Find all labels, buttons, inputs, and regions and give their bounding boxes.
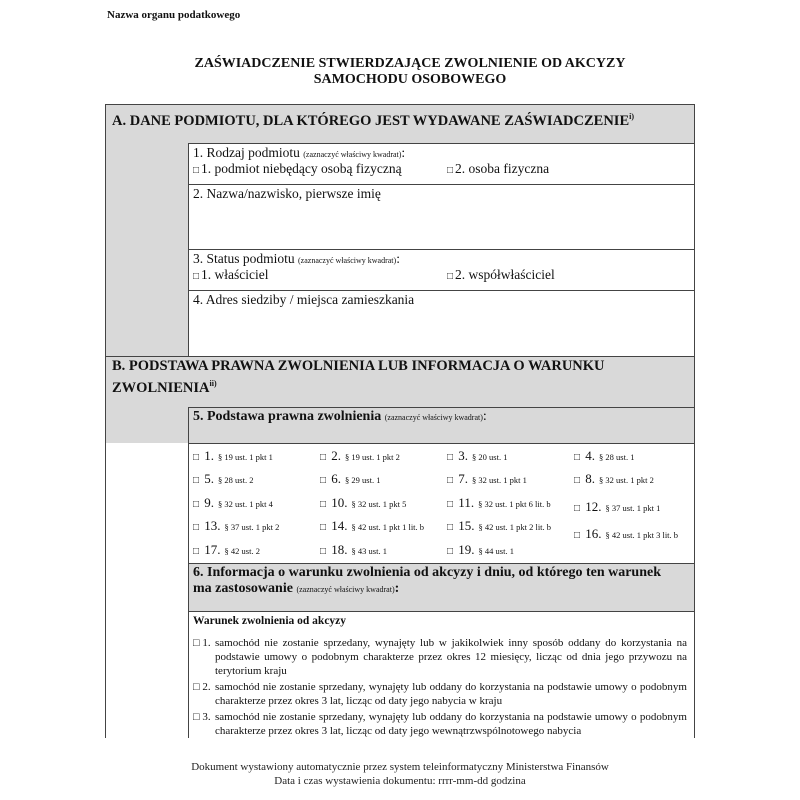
border-field6-top	[188, 563, 695, 564]
legal-basis-option-6[interactable]	[320, 471, 380, 487]
legal-basis-option-10[interactable]	[320, 495, 406, 511]
option-reference: § 44 ust. 1	[478, 546, 514, 556]
border-field4-top	[188, 290, 695, 291]
legal-basis-option-9[interactable]	[193, 495, 273, 511]
legal-basis-option-2[interactable]	[320, 448, 400, 464]
legal-basis-option-8[interactable]	[574, 471, 654, 487]
option-reference: § 42 ust. 1 pkt 2 lit. b	[478, 522, 552, 532]
checkbox-icon[interactable]: □	[447, 452, 454, 463]
checkbox-icon[interactable]: □	[447, 165, 454, 176]
condition-header: Warunek zwolnienia od akcyzy	[193, 615, 347, 627]
condition-item-3[interactable]	[193, 710, 689, 738]
option-number: 16.	[582, 526, 602, 541]
option-reference: § 29 ust. 1	[345, 475, 381, 485]
option-reference: § 28 ust. 1	[599, 452, 635, 462]
checkbox-icon[interactable]: □	[447, 271, 454, 282]
document-title: ZAŚWIADCZENIE STWIERDZAJĄCE ZWOLNIENIE OD AKCYZY SAMOCHODU OSOBOWEGO	[194, 56, 626, 87]
option-number: 3.	[455, 448, 469, 463]
option-number: 8.	[582, 471, 596, 486]
option-number: 11.	[455, 495, 475, 510]
legal-basis-option-14[interactable]	[320, 518, 424, 534]
checkbox-icon[interactable]: □	[447, 475, 454, 486]
legal-basis-option-12[interactable]	[574, 499, 660, 515]
name-input-area[interactable]	[192, 202, 690, 246]
option-number: 17.	[201, 542, 221, 557]
field2-label: 2. Nazwa/nazwisko, pierwsze imię	[193, 186, 381, 201]
option-number: 7.	[455, 471, 469, 486]
condition-item-1[interactable]	[193, 636, 689, 678]
field1-label: 1. Rodzaj podmiotu (zaznaczyć właściwy kwadrat):	[193, 145, 406, 160]
option-owner[interactable]: □ 1. właściciel	[193, 267, 269, 282]
field4-label: 4. Adres siedziby / miejsca zamieszkania	[193, 292, 415, 307]
border-field6-body-top	[188, 611, 695, 612]
border-field1-top	[188, 143, 695, 144]
option-number: 14.	[328, 518, 348, 533]
option-reference: § 28 ust. 2	[218, 475, 254, 485]
option-number: 2.	[328, 448, 342, 463]
option-number: 12.	[582, 499, 602, 514]
condition-checkbox[interactable]: □ 1.	[193, 637, 211, 649]
border-right	[694, 105, 695, 738]
checkbox-icon[interactable]: □	[574, 530, 581, 541]
checkbox-icon[interactable]: □	[193, 475, 200, 486]
legal-basis-option-15[interactable]	[447, 518, 551, 534]
legal-basis-option-17[interactable]	[193, 542, 260, 558]
condition-item-2[interactable]	[193, 680, 689, 708]
option-number: 10.	[328, 495, 348, 510]
legal-basis-option-1[interactable]	[193, 448, 273, 464]
border-top	[105, 104, 695, 105]
option-number: 1.	[201, 448, 215, 463]
field3-label: 3. Status podmiotu (zaznaczyć właściwy kwadrat):	[193, 251, 400, 266]
checkbox-icon[interactable]: □	[320, 546, 327, 557]
condition-checkbox[interactable]: □ 2.	[193, 681, 211, 693]
section-a-title: A. DANE PODMIOTU, DLA KTÓREGO JEST WYDAWANE ZAŚWIADCZENIE$^{i)}$	[112, 112, 635, 129]
option-number: 15.	[455, 518, 475, 533]
border-field3-top	[188, 249, 695, 250]
option-reference: § 32 ust. 1 pkt 2	[599, 475, 654, 485]
legal-basis-option-11[interactable]	[447, 495, 551, 511]
checkbox-icon[interactable]: □	[447, 546, 454, 557]
checkbox-icon[interactable]: □	[574, 503, 581, 514]
option-number: 13.	[201, 518, 221, 533]
checkbox-icon[interactable]: □	[320, 475, 327, 486]
border-section-b-top	[105, 356, 695, 357]
condition-text: samochód nie zostanie sprzedany, wynajęty lub oddany do korzystania na podstawie umowy o podobnym charakterze przez okres 3 lat, licząc od daty jego nabycia w kraju	[215, 681, 687, 707]
option-number: 9.	[201, 495, 215, 510]
checkbox-icon[interactable]: □	[193, 165, 200, 176]
legal-basis-option-16[interactable]	[574, 526, 678, 542]
option-reference: § 19 ust. 1 pkt 2	[345, 452, 400, 462]
option-number: 5.	[201, 471, 215, 486]
option-reference: § 32 ust. 1 pkt 5	[351, 499, 407, 509]
legal-basis-option-3[interactable]	[447, 448, 507, 464]
border-field5-top	[188, 407, 695, 408]
checkbox-icon[interactable]: □	[320, 499, 327, 510]
checkbox-icon[interactable]: □	[320, 522, 327, 533]
checkbox-icon[interactable]: □	[193, 522, 200, 533]
field6-label: 6. Informacja o warunku zwolnienia od akcyzy i dniu, od którego ten warunek ma zastosowanie (zaznaczyć właściwy kwadrat):	[193, 565, 662, 596]
checkbox-icon[interactable]: □	[193, 271, 200, 282]
option-natural-person[interactable]: □ 2. osoba fizyczna	[447, 161, 550, 176]
option-reference: § 37 ust. 1 pkt 1	[605, 503, 661, 513]
option-number: 6.	[328, 471, 342, 486]
footer: Dokument wystawiony automatycznie przez system teleinformatyczny Ministerstwa Finansów Data i czas wystawienia dokumentu: rrrr-mm-dd godzina	[191, 761, 609, 787]
legal-basis-option-18[interactable]	[320, 542, 387, 558]
option-number: 19.	[455, 542, 475, 557]
tax-office-name: Nazwa organu podatkowego	[107, 9, 241, 21]
border-section-a-inner	[188, 143, 189, 357]
condition-text: samochód nie zostanie sprzedany, wynajęty lub w jakikolwiek inny sposób oddany do korzystania na podstawie umowy o podobnym charakterze przez okres 12 miesięcy, licząc od dnia jego przywozu na terytorium kraju	[215, 637, 687, 677]
border-left	[105, 105, 106, 738]
option-reference: § 42 ust. 2	[224, 546, 260, 556]
checkbox-icon[interactable]: □	[574, 475, 581, 486]
option-non-natural-person[interactable]: □ 1. podmiot niebędący osobą fizyczną	[193, 161, 402, 176]
option-number: 4.	[582, 448, 596, 463]
option-reference: § 32 ust. 1 pkt 4	[218, 499, 273, 509]
option-reference: § 42 ust. 1 pkt 3 lit. b	[605, 530, 679, 540]
option-reference: § 37 ust. 1 pkt 2	[224, 522, 280, 532]
checkbox-icon[interactable]: □	[193, 499, 200, 510]
option-reference: § 20 ust. 1	[472, 452, 508, 462]
address-input-area[interactable]	[192, 308, 690, 352]
option-reference: § 19 ust. 1 pkt 1	[218, 452, 273, 462]
checkbox-icon[interactable]: □	[574, 452, 581, 463]
legal-basis-option-19[interactable]	[447, 542, 514, 558]
option-reference: § 43 ust. 1	[351, 546, 387, 556]
condition-checkbox[interactable]: □ 3.	[193, 711, 211, 723]
checkbox-icon[interactable]: □	[193, 452, 200, 463]
condition-text: samochód nie zostanie sprzedany, wynajęty lub oddany do korzystania na podstawie umowy o podobnym charakterze przez okres 3 lat, licząc od daty jego wewnątrzwspólnotowego nabycia	[215, 711, 687, 737]
checkbox-icon[interactable]: □	[447, 522, 454, 533]
field5-label: 5. Podstawa prawna zwolnienia (zaznaczyć właściwy kwadrat):	[193, 409, 487, 424]
legal-basis-option-7[interactable]	[447, 471, 527, 487]
border-field5-options-top	[188, 443, 695, 444]
section-b-title: B. PODSTAWA PRAWNA ZWOLNIENIA LUB INFORMACJA O WARUNKU ZWOLNIENIA$^{ii)}$	[112, 358, 605, 396]
section-b-left-gutter	[106, 407, 188, 443]
legal-basis-option-4[interactable]	[574, 448, 634, 464]
checkbox-icon[interactable]: □	[193, 546, 200, 557]
option-reference: § 42 ust. 1 pkt 1 lit. b	[351, 522, 425, 532]
option-co-owner[interactable]: □ 2. współwłaściciel	[447, 267, 555, 282]
option-reference: § 32 ust. 1 pkt 6 lit. b	[478, 499, 551, 509]
legal-basis-option-5[interactable]	[193, 471, 253, 487]
border-field2-top	[188, 184, 695, 185]
legal-basis-option-13[interactable]	[193, 518, 279, 534]
checkbox-icon[interactable]: □	[447, 499, 454, 510]
option-number: 18.	[328, 542, 348, 557]
checkbox-icon[interactable]: □	[320, 452, 327, 463]
border-section-b-inner	[188, 407, 189, 738]
section-a-left-gutter	[106, 143, 188, 357]
option-reference: § 32 ust. 1 pkt 1	[472, 475, 527, 485]
